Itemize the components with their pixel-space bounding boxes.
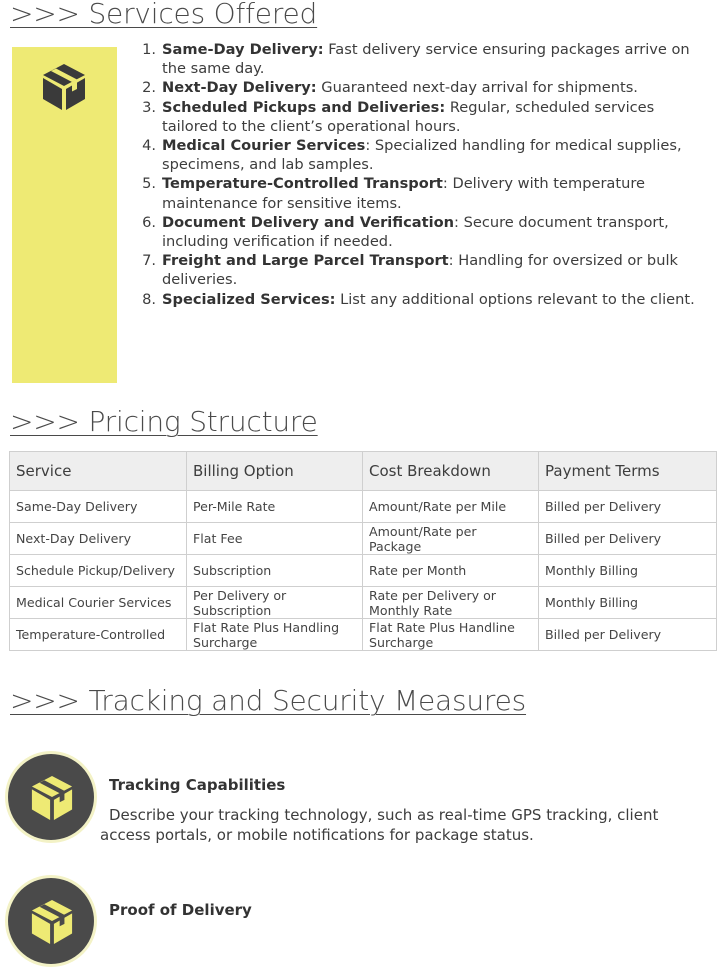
service-list-item (136, 290, 706, 309)
accent-bar (12, 47, 117, 383)
services-list (136, 40, 706, 309)
list-number: 4. (142, 137, 156, 155)
list-number: 2. (142, 79, 156, 97)
service-name: Document Delivery and Verification (162, 213, 455, 231)
service-list-item (136, 78, 706, 97)
list-number: 5. (142, 175, 156, 193)
service-description: : Delivery with temperature maintenance for sensitive items. (162, 175, 646, 212)
table-cell: Monthly Billing (539, 555, 717, 587)
table-cell: Schedule Pickup/Delivery (10, 555, 187, 587)
proof-of-delivery-heading: Proof of Delivery (109, 901, 252, 919)
service-description: Regular, scheduled services tailored to the client’s operational hours. (162, 98, 655, 135)
table-row (10, 523, 717, 555)
table-cell: Billed per Delivery (539, 523, 717, 555)
list-number: 8. (142, 290, 156, 308)
table-cell: Amount/Rate per Package (363, 523, 539, 555)
column-header: Cost Breakdown (363, 452, 539, 491)
service-list-item (136, 98, 706, 136)
tracking-capabilities-heading: Tracking Capabilities (109, 776, 286, 794)
table-cell: Per Delivery or Subscription (187, 587, 363, 619)
table-cell: Amount/Rate per Mile (363, 491, 539, 523)
list-number: 7. (142, 252, 156, 270)
service-name: Freight and Large Parcel Transport (162, 252, 449, 270)
box-icon (41, 62, 87, 112)
table-cell: Monthly Billing (539, 587, 717, 619)
service-name: Temperature-Controlled Transport (162, 175, 443, 193)
table-cell: Next-Day Delivery (10, 523, 187, 555)
service-list-item (136, 251, 706, 289)
tracking-title: >>> Tracking and Security Measures (10, 684, 527, 717)
services-title: >>> Services Offered (10, 0, 318, 30)
service-description: : Secure document transport, including verification if needed. (162, 213, 669, 251)
service-description: Guaranteed next-day arrival for shipments. (316, 79, 638, 97)
table-cell: Flat Rate Plus Handling Surcharge (187, 619, 363, 651)
proof-icon-circle (8, 878, 94, 964)
table-row (10, 619, 717, 651)
service-name: Same-Day Delivery: (162, 41, 324, 58)
table-row (10, 491, 717, 523)
table-cell: Billed per Delivery (539, 619, 717, 651)
list-number: 1. (142, 41, 156, 58)
service-name: Scheduled Pickups and Deliveries: (162, 98, 446, 116)
table-cell: Medical Courier Services (10, 587, 187, 619)
table-header-row (10, 452, 717, 491)
list-number: 6. (142, 213, 156, 231)
service-description: List any additional options relevant to the client. (335, 290, 695, 308)
service-list-item (136, 213, 706, 251)
list-number: 3. (142, 98, 156, 116)
table-cell: Subscription (187, 555, 363, 587)
service-description: : Handling for oversized or bulk deliveries. (162, 252, 678, 289)
service-list-item (136, 136, 706, 174)
table-cell: Per-Mile Rate (187, 491, 363, 523)
column-header: Payment Terms (539, 452, 717, 491)
pricing-title: >>> Pricing Structure (10, 405, 318, 438)
table-cell: Rate per Delivery or Monthly Rate (363, 587, 539, 619)
table-cell: Same-Day Delivery (10, 491, 187, 523)
pricing-table (9, 451, 717, 651)
table-cell: Flat Rate Plus Handline Surcharge (363, 619, 539, 651)
service-name: Specialized Services: (162, 290, 336, 308)
pricing-table-body (10, 491, 717, 651)
box-icon (30, 774, 74, 822)
table-row (10, 587, 717, 619)
service-list-item (136, 40, 706, 78)
table-cell: Rate per Month (363, 555, 539, 587)
column-header: Billing Option (187, 452, 363, 491)
service-description: Fast delivery service ensuring packages arrive on the same day. (162, 41, 690, 78)
service-list-item (136, 174, 706, 212)
service-description: : Specialized handling for medical supplies, specimens, and lab samples. (162, 137, 682, 174)
table-cell: Temperature-Controlled (10, 619, 187, 651)
column-header: Service (10, 452, 187, 491)
table-cell: Flat Fee (187, 523, 363, 555)
service-name: Next-Day Delivery: (162, 79, 317, 97)
table-row (10, 555, 717, 587)
table-cell: Billed per Delivery (539, 491, 717, 523)
box-icon (30, 898, 74, 946)
tracking-icon-circle (8, 754, 94, 840)
tracking-capabilities-text: Describe your tracking technology, such as real-time GPS tracking, client access portals, or mobile notifications for package status. (100, 806, 659, 844)
service-name: Medical Courier Services (162, 137, 366, 155)
